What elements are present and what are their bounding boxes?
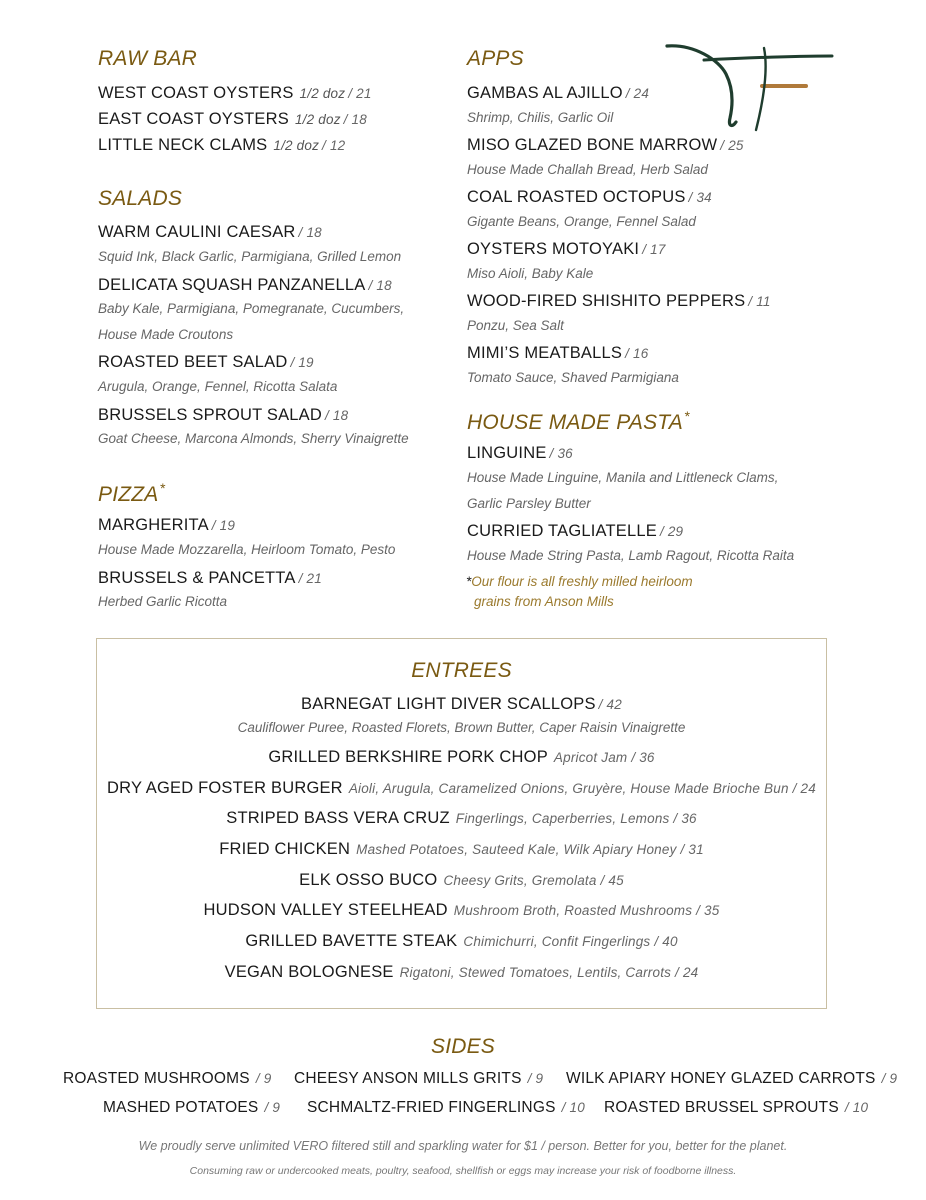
item-price: / 19 (211, 518, 236, 533)
pasta-title-text: HOUSE MADE PASTA (467, 411, 683, 434)
note-line-1: Our flour is all freshly milled heirloom (471, 574, 693, 589)
menu-item (98, 135, 345, 156)
item-price: / 9 (264, 1100, 281, 1115)
side-item (566, 1070, 897, 1088)
side-item (63, 1070, 271, 1088)
item-name: STRIPED BASS VERA CRUZ (226, 809, 450, 827)
item-price: / 10 (844, 1100, 869, 1115)
side-item (103, 1099, 280, 1117)
item-name: HUDSON VALLEY STEELHEAD (203, 901, 448, 919)
item-description: Apricot Jam / 36 (553, 750, 655, 765)
pasta-title (467, 408, 690, 435)
entree-item (96, 694, 827, 715)
item-description: Chimichurri, Confit Fingerlings / 40 (463, 934, 678, 949)
menu-item (467, 521, 683, 542)
item-price: / 12 (322, 138, 346, 153)
salads-title: SALADS (98, 187, 183, 210)
item-name: WOOD-FIRED SHISHITO PEPPERS (467, 292, 746, 310)
item-name: SCHMALTZ-FRIED FINGERLINGS (307, 1099, 556, 1116)
item-description: Mushroom Broth, Roasted Mushrooms / 35 (453, 903, 720, 918)
item-name: BRUSSELS & PANCETTA (98, 569, 296, 587)
item-qty: 1/2 doz (299, 86, 346, 101)
item-description: Baby Kale, Parmigiana, Pomegranate, Cucumbers, (98, 301, 405, 316)
item-qty: 1/2 doz (273, 138, 320, 153)
item-price: / 34 (688, 190, 712, 205)
item-description: Arugula, Orange, Fennel, Ricotta Salata (98, 379, 338, 394)
menu-item (467, 343, 648, 364)
item-price: / 24 (625, 86, 650, 101)
item-description: Goat Cheese, Marcona Almonds, Sherry Vinaigrette (98, 431, 409, 446)
menu-item (467, 135, 744, 156)
entree-item (96, 778, 827, 799)
item-name: GAMBAS AL AJILLO (467, 84, 623, 102)
entree-item (96, 747, 827, 768)
pizza-title-text: PIZZA (98, 483, 159, 506)
item-description: House Made String Pasta, Lamb Ragout, Ricotta Raita (467, 548, 795, 563)
item-name: ROASTED BRUSSEL SPROUTS (604, 1099, 839, 1116)
item-price: / 9 (527, 1071, 544, 1086)
item-price: / 29 (659, 524, 684, 539)
item-name: CURRIED TAGLIATELLE (467, 522, 657, 540)
item-price: / 21 (348, 86, 372, 101)
item-description: House Made Challah Bread, Herb Salad (467, 162, 708, 177)
apps-title: APPS (467, 47, 524, 70)
note-asterisk: * (466, 574, 472, 589)
item-name: OYSTERS MOTOYAKI (467, 240, 640, 258)
item-price: / 25 (720, 138, 744, 153)
item-description: House Made Linguine, Manila and Littleneck Clams, (467, 470, 779, 485)
item-name: ELK OSSO BUCO (299, 871, 438, 889)
entree-item (96, 839, 827, 860)
item-description: Tomato Sauce, Shaved Parmigiana (467, 370, 679, 385)
side-item (307, 1099, 585, 1117)
item-description: Gigante Beans, Orange, Fennel Salad (467, 214, 696, 229)
item-description: House Made Croutons (98, 327, 234, 342)
item-name: WILK APIARY HONEY GLAZED CARROTS (566, 1070, 876, 1087)
menu-item (98, 515, 235, 536)
item-name: FRIED CHICKEN (219, 840, 351, 858)
item-description: Miso Aioli, Baby Kale (467, 266, 594, 281)
entree-item (96, 808, 827, 829)
item-price: / 19 (290, 355, 314, 370)
item-description: Mashed Potatoes, Sauteed Kale, Wilk Apiary Honey / 31 (356, 842, 704, 857)
sides-title: SIDES (430, 1035, 496, 1058)
item-price: / 16 (625, 346, 649, 361)
side-item (294, 1070, 543, 1088)
item-name: DELICATA SQUASH PANZANELLA (98, 276, 366, 294)
item-description: Herbed Garlic Ricotta (98, 594, 228, 609)
item-price: / 9 (881, 1071, 898, 1086)
asterisk: * (159, 480, 166, 496)
item-name: COAL ROASTED OCTOPUS (467, 188, 686, 206)
menu-item (98, 275, 392, 296)
item-price: / 9 (255, 1071, 272, 1086)
item-name: BARNEGAT LIGHT DIVER SCALLOPS (301, 695, 596, 713)
item-name: LITTLE NECK CLAMS (98, 136, 268, 154)
item-description: Ponzu, Sea Salt (467, 318, 564, 333)
raw-bar-title: RAW BAR (98, 47, 198, 70)
item-name: ROASTED BEET SALAD (98, 353, 288, 371)
item-name: ROASTED MUSHROOMS (63, 1070, 250, 1087)
item-qty: 1/2 doz (294, 112, 341, 127)
item-description: Shrimp, Chilis, Garlic Oil (467, 110, 614, 125)
item-price: / 21 (298, 571, 322, 586)
menu-item (467, 239, 666, 260)
item-price: / 18 (298, 225, 322, 240)
menu-item (467, 187, 712, 208)
f-monogram-logo (664, 38, 836, 132)
item-price: / 11 (748, 294, 771, 309)
item-description: Cheesy Grits, Gremolata / 45 (443, 873, 624, 888)
item-price: / 18 (324, 408, 349, 423)
flour-note (466, 572, 693, 592)
item-price: / 42 (598, 697, 622, 712)
item-name: MISO GLAZED BONE MARROW (467, 136, 718, 154)
menu-item (98, 352, 314, 373)
food-safety-warning: Consuming raw or undercooked meats, poultry, seafood, shellfish or eggs may increase your risk of foodborne illness. (189, 1165, 737, 1177)
entree-item (96, 870, 827, 891)
entree-item (96, 962, 827, 983)
asterisk: * (683, 408, 690, 424)
menu-item (98, 222, 322, 243)
item-name: DRY AGED FOSTER BURGER (107, 779, 343, 797)
item-description: Garlic Parsley Butter (467, 496, 591, 511)
water-note: We proudly serve unlimited VERO filtered still and sparkling water for $1 / person. Better for you, better for the planet. (138, 1139, 788, 1153)
item-price: / 36 (549, 446, 573, 461)
menu-item (98, 568, 322, 589)
item-description: House Made Mozzarella, Heirloom Tomato, Pesto (98, 542, 396, 557)
menu-item (98, 405, 348, 426)
menu-item (98, 109, 367, 130)
pizza-title (98, 480, 165, 507)
entree-item (96, 900, 827, 921)
item-description: Aioli, Arugula, Caramelized Onions, Gruyère, House Made Brioche Bun / 24 (348, 781, 816, 796)
item-name: MIMI’S MEATBALLS (467, 344, 623, 362)
item-name: MARGHERITA (98, 516, 209, 534)
menu-item (467, 83, 649, 104)
item-name: MASHED POTATOES (103, 1099, 259, 1116)
entree-item (96, 931, 827, 952)
item-name: VEGAN BOLOGNESE (224, 963, 394, 981)
item-description: Cauliflower Puree, Roasted Florets, Brown Butter, Caper Raisin Vinaigrette (237, 720, 686, 735)
menu-item (467, 443, 573, 464)
menu-item (467, 291, 771, 312)
item-name: EAST COAST OYSTERS (98, 110, 289, 128)
item-description: Squid Ink, Black Garlic, Parmigiana, Grilled Lemon (98, 249, 402, 264)
item-price: / 10 (561, 1100, 585, 1115)
item-name: BRUSSELS SPROUT SALAD (98, 406, 322, 424)
item-description: Rigatoni, Stewed Tomatoes, Lentils, Carrots / 24 (399, 965, 699, 980)
item-price: / 18 (368, 278, 392, 293)
flour-note-line-2: grains from Anson Mills (474, 594, 614, 609)
item-name: GRILLED BAVETTE STEAK (245, 932, 458, 950)
item-name: WEST COAST OYSTERS (98, 84, 294, 102)
item-name: CHEESY ANSON MILLS GRITS (294, 1070, 522, 1087)
item-name: WARM CAULINI CAESAR (98, 223, 296, 241)
entrees-title: ENTREES (411, 659, 512, 682)
item-name: GRILLED BERKSHIRE PORK CHOP (268, 748, 548, 766)
item-price: / 18 (343, 112, 367, 127)
item-price: / 17 (642, 242, 666, 257)
item-name: LINGUINE (467, 444, 547, 462)
item-description: Fingerlings, Caperberries, Lemons / 36 (455, 811, 697, 826)
side-item (604, 1099, 868, 1117)
menu-item (98, 83, 372, 104)
